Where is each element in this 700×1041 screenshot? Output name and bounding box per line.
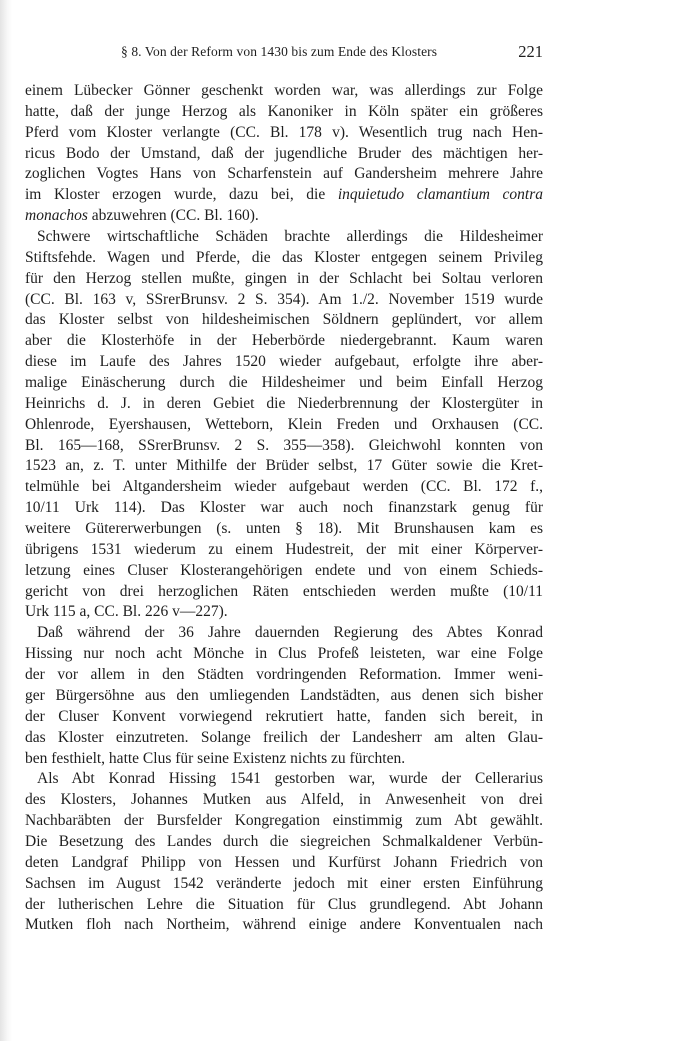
page-number: 221 <box>518 42 543 61</box>
body-text <box>25 81 543 936</box>
text-line: Hissing nur noch acht Mönche in Clus Profeß leisteten, war eine Folge <box>25 645 543 663</box>
paragraph-start-line: Als Abt Konrad Hissing 1541 gestorben war, wurde der Cellerarius <box>37 770 543 788</box>
text-line: aber die Klosterhöfe in der Heberbörde niedergebrannt. Kaum waren <box>25 332 543 350</box>
text-line-with-latin <box>25 206 543 227</box>
text-line: Pferd vom Kloster verlangte (CC. Bl. 178 v). Wesentlich trug nach Hen- <box>25 123 543 141</box>
text-line: Die Besetzung des Landes durch die siegreichen Schmalkaldener Verbün- <box>25 832 543 850</box>
latin-phrase-end: monachos <box>25 207 88 225</box>
text-line: Nachbaräbten der Bursfelder Kongregation einstimmig zum Abt gewählt. <box>25 812 543 830</box>
text-line-with-latin <box>25 185 543 206</box>
text-line: das Kloster einzutreten. Solange freilich der Landesherr am alten Glau- <box>25 728 543 746</box>
page-header <box>25 40 543 62</box>
text-line: ricus Bodo der Umstand, daß der jugendliche Bruder des mächtigen her- <box>25 144 543 162</box>
text-line: das Kloster selbst von hildesheimischen Söldnern geplündert, vor allem <box>25 311 543 329</box>
paragraph-end-line: Urk 115 a, CC. Bl. 226 v—227). <box>25 603 228 621</box>
paragraph-end-line: ben festhielt, hatte Clus für seine Existenz nichts zu fürchten. <box>25 749 406 767</box>
text-line: zoglichen Vogtes Hans von Scharfenstein auf Gandersheim mehrere Jahre <box>25 165 543 183</box>
paragraph-start-line: Daß während der 36 Jahre dauernden Regierung des Abtes Konrad <box>37 624 543 642</box>
text-line: Bl. 165—168, SSrerBrunsv. 2 S. 355—358). Gleichwohl konnten von <box>25 436 543 454</box>
text-line: diese im Laufe des Jahres 1520 wieder aufgebaut, erfolgte ihre aber- <box>25 353 543 371</box>
text-line: Ohlenrode, Eyershausen, Wetteborn, Klein Freden und Orxhausen (CC. <box>25 415 543 433</box>
text-line: der lutherischen Lehre die Situation für Clus grundlegend. Abt Johann <box>25 895 543 913</box>
text-line: für den Herzog stellen mußte, gingen in der Schlacht bei Soltau verloren <box>25 269 543 287</box>
text-line: Heinrichs d. J. in deren Gebiet die Niederbrennung der Klostergüter in <box>25 394 543 412</box>
text-line: Sachsen im August 1542 veränderte jedoch mit einer ersten Einführung <box>25 874 543 892</box>
latin-phrase: inquietudo clamantium contra <box>337 186 543 204</box>
text-line: Stiftsfehde. Wagen und Pferde, die das Kloster entgegen seinem Privileg <box>25 248 543 266</box>
text-line: telmühle bei Altgandersheim wieder aufgebaut werden (CC. Bl. 172 f., <box>25 478 543 496</box>
text-line: gericht von drei herzoglichen Räten entschieden werden mußte (10/11 <box>25 582 543 600</box>
text-line: der Cluser Konvent vorwiegend rekrutiert hatte, fanden sich bereit, in <box>25 707 543 725</box>
text-line: hatte, daß der junge Herzog als Kanoniker in Köln später ein größeres <box>25 102 543 120</box>
page-gutter-shadow <box>0 0 12 1041</box>
text-line: des Klosters, Johannes Mutken aus Alfeld, in Anwesenheit von drei <box>25 791 543 809</box>
text-line: (CC. Bl. 163 v, SSrerBrunsv. 2 S. 354). Am 1./2. November 1519 wurde <box>25 290 543 308</box>
text-line: 10/11 Urk 114). Das Kloster war auch noch finanzstark genug für <box>25 499 543 517</box>
text-line: 1523 an, z. T. unter Mithilfe der Brüder selbst, 17 Güter sowie die Kret- <box>25 457 543 475</box>
text-line: deten Landgraf Philipp von Hessen und Kurfürst Johann Friedrich von <box>25 853 543 871</box>
text-line: der vor allem in den Städten vordringenden Reformation. Immer weni- <box>25 666 543 684</box>
text-line: letzung eines Cluser Klosterangehörigen endete und von einem Schieds- <box>25 561 543 579</box>
text-line: übrigens 1531 wiederum zu einem Hudestreit, der mit einer Körperver- <box>25 540 543 558</box>
text-line: malige Einäscherung durch die Hildesheimer und beim Einfall Herzog <box>25 374 543 392</box>
text-fragment: abzuwehren (CC. Bl. 160). <box>87 207 259 225</box>
paragraph-start-line: Schwere wirtschaftliche Schäden brachte allerdings die Hildesheimer <box>37 228 543 246</box>
text-line: ger Bürgersöhne aus den umliegenden Landstädten, aus denen sich bisher <box>25 686 543 704</box>
text-line: einem Lübecker Gönner geschenkt worden war, was allerdings zur Folge <box>25 82 543 99</box>
text-line: Mutken floh nach Northeim, während einige andere Konventualen nach <box>25 916 543 934</box>
running-title: § 8. Von der Reform von 1430 bis zum Ende des Klosters <box>121 44 438 59</box>
text-line: weitere Gütererwerbungen (s. unten § 18). Mit Brunshausen kam es <box>25 520 543 538</box>
text-fragment: im Kloster erzogen wurde, dazu bei, die <box>25 186 338 204</box>
